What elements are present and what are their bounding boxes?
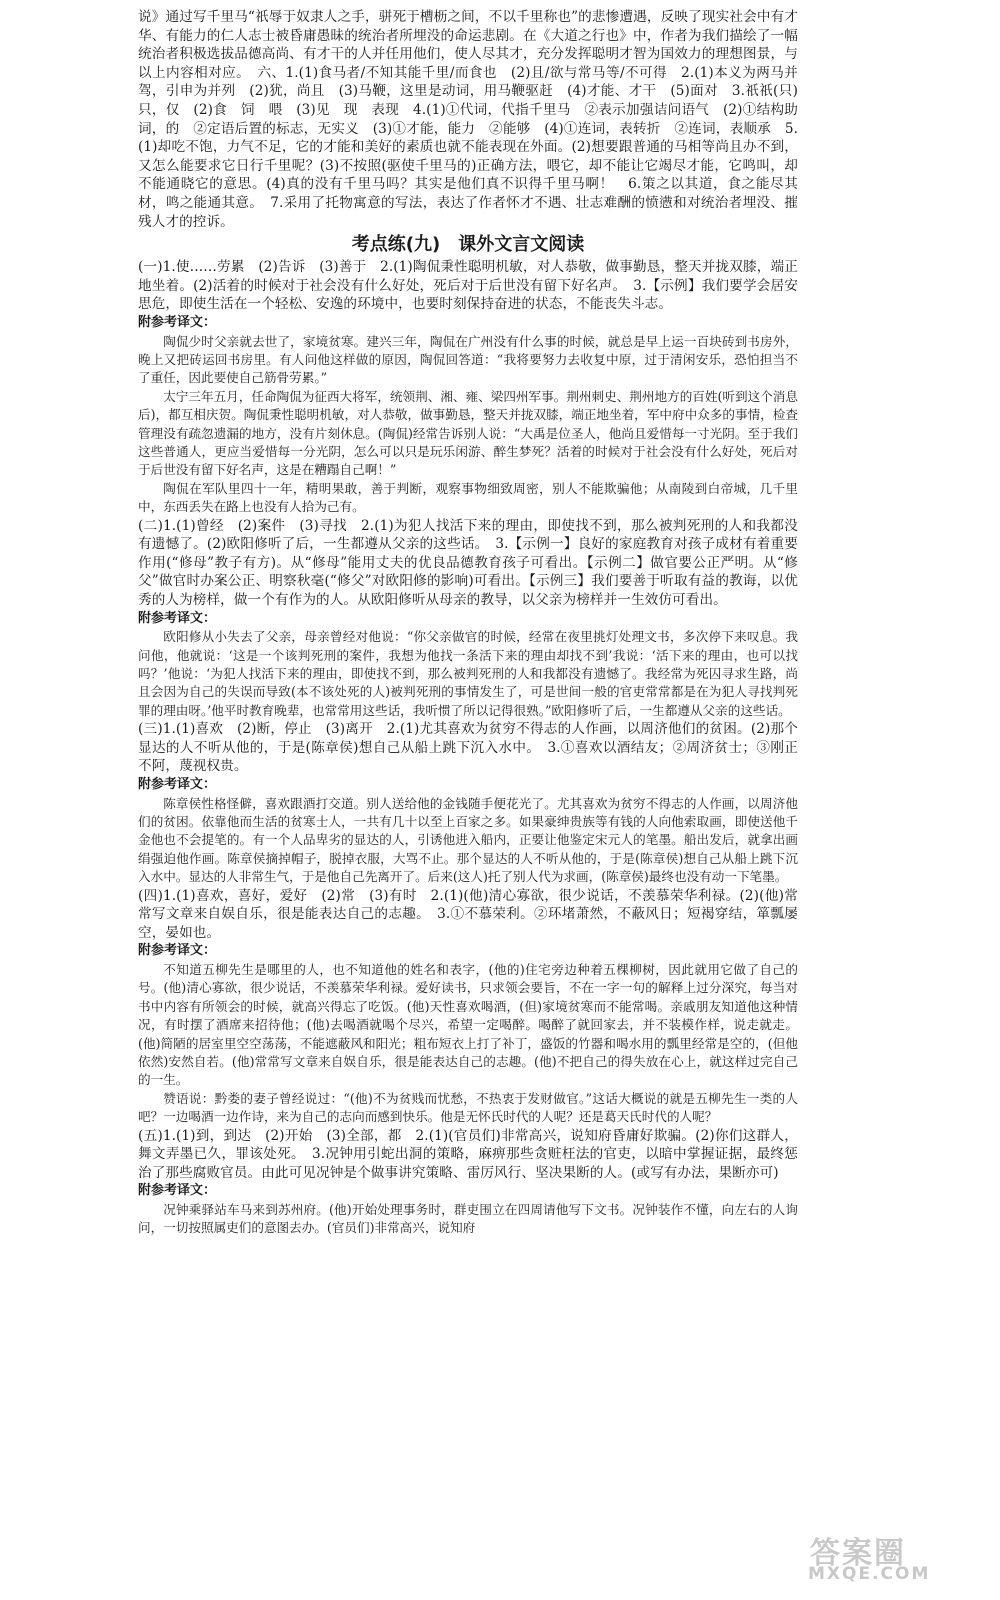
section-heading: 考点练(九) 课外文言文阅读: [351, 234, 585, 256]
paragraph: 说》通过写千里马“祇辱于奴隶人之手，骈死于槽枥之间，不以千里称也”的悲惨遭遇，反映了现实社会中有才华、有能力的仁人志士被昏庸愚昧的统治者所埋没的命运悲剧。在《大道之行也》中，作者为我们描绘了一幅统治者积极选拔品德高尚、有才干的人并任用他们，使人尽其才，充分发挥聪明才智为国效力的理想图景，与以上内容相对应。 六、1.(1)食马者/不知其能千里/而食也 (2)且/欲与常马等/不可得 2.(1)本义为两马并驾，引申为并列 (2)犹，尚且 (3)马鞭，这里是动词，用马鞭驱赶 (4)才能、才干 (5)面对 3.祇祇(只) 只，仅 (2)食 饲 喂 (3)见 现 表现 4.(1)①代词，代指千里马 ②表示加强诘问语气 (2)①结构助词，的 ②定语后置的标志，无实义 (3)①才能，能力 ②能够 (4)①连词，表转折 ②连词，表顺承 5.(1)却吃不饱，力气不足，它的才能和美好的素质也就不能表现在外面。(2)想要跟普通的马相等尚且办不到，又怎么能要求它日行千里呢？(3)不按照(驱使千里马的)正确方法，喂它，却不能让它竭尽才能，它鸣叫，却不能通晓它的意思。(4)真的没有千里马吗？其实是他们真不识得千里马啊！ 6.策之以其道，食之能尽其材，鸣之能通其意。 7.采用了托物寓意的写法，表达了作者怀才不遇、壮志难酬的愤懑和对统治者埋没、摧残人才的控诉。: [138, 9, 812, 230]
answer-page: [138, 8, 812, 1238]
watermark-url: MXQE.COM: [808, 1564, 931, 1584]
reference-label: 附参考译文：: [138, 776, 217, 792]
paragraph: (三)1.(1)喜欢 (2)断，停止 (3)离开 2.(1)尤其喜欢为贫穷不得志的人作画，以周济他们的贫困。(2)那个显达的人不听从他的，于是(陈章侯)想自己从船上跳下沉入水中。 3.①喜欢以酒结友；②周济贫士；③刚正不阿，蔑视权贵。: [138, 721, 798, 775]
paragraph: (四)1.(1)喜欢，喜好，爱好 (2)常 (3)有时 2.(1)(他)清心寡欲，很少说话，不羡慕荣华利禄。(2)(他)常常写文章来自娱自乐，很是能表达自己的志趣。 3.①不慕荣利。②环堵萧然，不蔽风日；短褐穿结，箪瓢屡空，晏如也。: [138, 887, 798, 941]
reference-label: 附参考译文：: [138, 610, 217, 626]
paragraph: (二)1.(1)曾经 (2)案件 (3)寻找 2.(1)为犯人找活下来的理由，即使找不到，那么被判死刑的人和我都没有遗憾了。(2)欧阳修听了后，一生都遵从父亲的这些话。 3.【示例一】良好的家庭教育对孩子成材有着重要作用(“修母”教子有方)。从“修母”能用丈夫的优良品德教育孩子可看出。【示例二】做官要公正严明。从“修父”做官时办案公正、明察秋毫(“修父”对欧阳修的影响)可看出。【示例三】我们要善于听取有益的教诲，以优秀的人为榜样，做一个有作为的人。从欧阳修听从母亲的教导，以父亲为榜样并一生效仿可看出。: [138, 517, 798, 608]
translation-paragraph: 陈章侯性格怪僻，喜欢跟酒打交道。别人送给他的金钱随手便花光了。尤其喜欢为贫穷不得志的人作画，以周济他们的贫困。依靠他而生活的贫寒士人，一共有几十以至上百家之多。如果豪绅贵族等有钱的人向他索取画，即使送他千金他也不会提笔的。有一个人品卑劣的显达的人，引诱他进入船内，正要让他鉴定宋元人的笔墨。船出发后，就拿出画绢强迫他作画。陈章侯摘掉帽子，脱掉衣服，大骂不止。那个显达的人不听从他的，于是(陈章侯)想自己从船上跳下沉入水中。显达的人非常生气，于是他自己先离开了。后来(这人)托了别人代为求画，(陈章侯)最终也没有动一下笔墨。: [138, 795, 798, 885]
watermark-text: 答案圈: [810, 1536, 906, 1571]
translation-paragraph: 陶侃少时父亲就去世了，家境贫寒。建兴三年，陶侃在广州没有什么事的时候，就总是早上运一百块砖到书房外，晚上又把砖运回书房里。有人问他这样做的原因，陶侃回答道：“我将要努力去收复中原，过于清闲安乐，恐怕担当不了重任，因此要使自己筋骨劳累。”: [138, 333, 798, 386]
watermark-logo: [806, 1528, 978, 1586]
reference-label: 附参考译文：: [138, 314, 217, 330]
translation-paragraph: 况钟乘驿站车马来到苏州府。(他)开始处理事务时，群吏围立在四周请他写下文书。况钟装作不懂，向左右的人询问，一切按照属吏们的意图去办。(官员们)非常高兴，说知府: [138, 1201, 798, 1236]
translation-paragraph: 不知道五柳先生是哪里的人，也不知道他的姓名和表字，(他的)住宅旁边种着五棵柳树，因此就用它做了自己的号。(他)清心寡欲，很少说话，不羡慕荣华利禄。爱好读书，只求领会要旨，不在一字一句的解释上过分深究，每当对书中内容有所领会的时候，就高兴得忘了吃饭。(他)天性喜欢喝酒，(但)家境贫寒而不能常喝。亲戚朋友知道他这种情况，有时摆了酒席来招待他；(他)去喝酒就喝个尽兴，希望一定喝醉。喝醉了就回家去，并不装模作样，说走就走。(他)简陋的居室里空空荡荡，不能遮蔽风和阳光；粗布短衣上打了补丁，盛饭的竹器和喝水用的瓢里经常是空的，(但他依然)安然自若。(他)常常写文章来自娱自乐，很是能表达自己的志趣。(他)不把自己的得失放在心上，就这样过完自己的一生。: [138, 961, 798, 1088]
reference-label: 附参考译文：: [138, 1183, 217, 1199]
translation-paragraph: 陶侃在军队里四十一年，精明果敢，善于判断，观察事物细致周密，别人不能欺骗他；从南陵到白帝城，几千里中，东西丢失在路上也没有人拾为己有。: [138, 480, 798, 515]
translation-paragraph: 太宁三年五月，任命陶侃为征西大将军，统领荆、湘、雍、梁四州军事。荆州刺史、荆州地方的百姓(听到这个消息后)，都互相庆贺。陶侃秉性聪明机敏，对人恭敬，做事勤恳，整天并拢双膝，端正地坐着，军中府中众多的事情，检查管理没有疏忽遗漏的地方，没有片刻休息。(陶侃)经常告诉别人说：“大禹是位圣人，他尚且爱惜每一寸光阴。至于我们这些普通人，更应当爱惜每一分光阴，怎么可以只是玩乐闲游、醉生梦死？活着的时候对于社会没有什么好处，死后对于后世没有留下好名声，这是在糟蹋自己啊！”: [138, 388, 798, 478]
translation-paragraph: 欧阳修从小失去了父亲，母亲曾经对他说：“你父亲做官的时候，经常在夜里挑灯处理文书，多次停下来叹息。我问他，他就说：‘这是一个该判死刑的案件，我想为他找一条活下来的理由却找不到’我说：‘活下来的理由，也可以找吗？’他说：‘为犯人找活下来的理由，即使找不到，那么被判死刑的人和我都没有遗憾了。我经常为死囚寻求生路，尚且会因为自己的失误而导致(本不该处死的人)被判死刑的事情发生了，可是世间一般的官吏常常都是在为犯人寻找判死罪的理由呀。’他平时教育晚辈，也常常用这些话，我听惯了所以记得很熟。”欧阳修听了后，一生都遵从父亲的这些话。: [138, 629, 798, 718]
paragraph: (一)1.使……劳累 (2)告诉 (3)善于 2.(1)陶侃秉性聪明机敏，对人恭敬，做事勤恳，整天并拢双膝，端正地坐着。(2)活着的时候对于社会没有什么好处，死后对于后世没有留下好名声。 3.【示例】我们要学会居安思危，即使生活在一个轻松、安逸的环境中，也要时刻保持奋进的状态，不能丧失斗志。: [138, 259, 798, 313]
paragraph: (五)1.(1)到，到达 (2)开始 (3)全部，都 2.(1)(官员们)非常高兴，说知府昏庸好欺骗。(2)你们这群人，舞文弄墨已久，罪该处死。 3.况钟用引蛇出洞的策略，麻痹那些贪赃枉法的官吏，以暗中掌握证据，最终惩治了那些腐败官员。由此可见况钟是个做事讲究策略、雷厉风行、坚决果断的人。(或写有办法，果断亦可): [138, 1127, 798, 1181]
reference-label: 附参考译文：: [138, 943, 217, 959]
translation-paragraph: 赞语说：黔娄的妻子曾经说过：“(他)不为贫贱而忧愁，不热衷于发财做官。”这话大概说的就是五柳先生一类的人吧？一边喝酒一边作诗，来为自己的志向而感到快乐。他是无怀氏时代的人呢？还是葛天氏时代的人呢？: [138, 1090, 798, 1125]
